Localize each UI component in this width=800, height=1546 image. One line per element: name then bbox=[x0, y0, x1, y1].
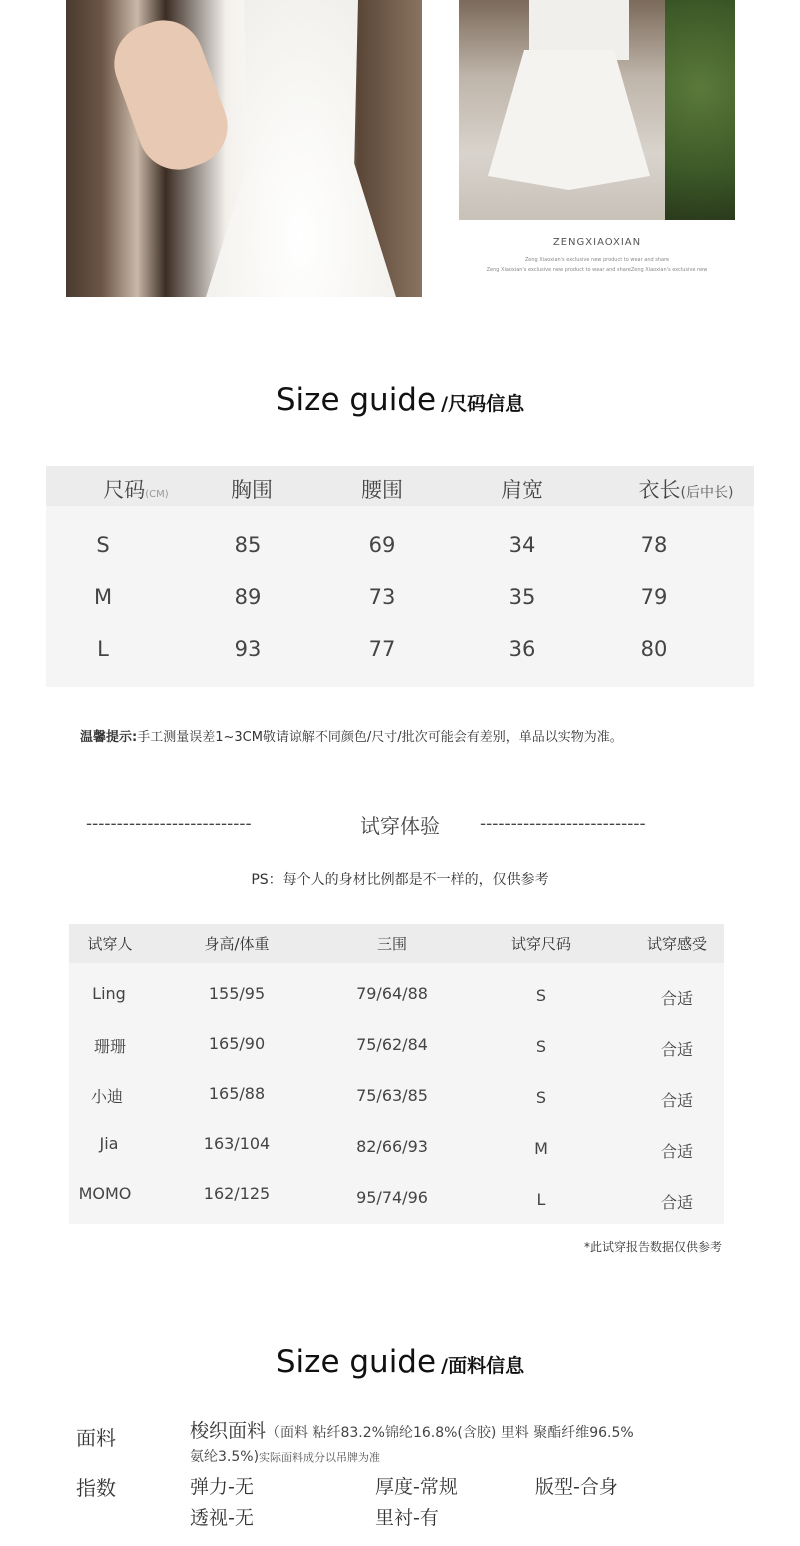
index-label: 指数 bbox=[76, 1476, 116, 1500]
fabric-guide-heading bbox=[0, 1344, 800, 1380]
fabric-composition: （面料 粘纤83.2%锦纶16.8%(含胶) 里料 聚酯纤维96.5% bbox=[266, 1425, 634, 1441]
lining-value: 里衬-有 bbox=[375, 1507, 439, 1529]
header-feel: 试穿感受 bbox=[646, 935, 707, 953]
feel-cell: 合适 bbox=[660, 989, 693, 1008]
person-cell: 珊珊 bbox=[93, 1037, 126, 1056]
try-size-cell: M bbox=[534, 1139, 548, 1158]
measurements-cell: 75/63/85 bbox=[356, 1086, 428, 1105]
chest-cell: 93 bbox=[234, 637, 262, 661]
fabric-composition-2: 氨纶3.5%) bbox=[190, 1449, 260, 1465]
length-cell: 78 bbox=[640, 533, 668, 557]
header-length: 衣长(后中长) bbox=[638, 478, 734, 502]
feel-cell: 合适 bbox=[660, 1091, 693, 1110]
header-size: 尺码(CM) bbox=[103, 478, 169, 502]
feel-cell: 合适 bbox=[660, 1193, 693, 1212]
height-weight-cell: 163/104 bbox=[203, 1134, 271, 1153]
header-height-weight: 身高/体重 bbox=[204, 935, 270, 953]
feel-cell: 合适 bbox=[660, 1040, 693, 1059]
brand-name: ZENGXIAOXIAN bbox=[552, 237, 642, 248]
fabric-line-1 bbox=[190, 1416, 634, 1443]
length-cell: 79 bbox=[640, 585, 668, 609]
header-person: 试穿人 bbox=[87, 935, 133, 953]
person-cell: Jia bbox=[99, 1134, 119, 1153]
elasticity-value: 弹力-无 bbox=[190, 1476, 254, 1498]
measurements-cell: 95/74/96 bbox=[356, 1188, 428, 1207]
header-chest: 胸围 bbox=[231, 478, 273, 502]
shoulder-cell: 35 bbox=[508, 585, 536, 609]
chest-cell: 89 bbox=[234, 585, 262, 609]
header-waist: 腰围 bbox=[361, 478, 403, 502]
height-weight-cell: 162/125 bbox=[203, 1184, 271, 1203]
fabric-guide-subtitle: /面料信息 bbox=[441, 1355, 525, 1377]
transparency-value: 透视-无 bbox=[190, 1507, 254, 1529]
divider-left: --------------------------- bbox=[86, 814, 252, 834]
size-guide-title: Size guide bbox=[275, 382, 437, 418]
measurements-cell: 75/62/84 bbox=[356, 1035, 428, 1054]
try-on-note: PS：每个人的身材比例都是不一样的，仅供参考 bbox=[251, 872, 549, 888]
try-size-cell: L bbox=[536, 1190, 546, 1209]
try-size-cell: S bbox=[535, 1088, 547, 1107]
try-on-footnote: *此试穿报告数据仅供参考 bbox=[583, 1240, 722, 1254]
photo-skirt bbox=[479, 50, 659, 190]
brand-tagline-1: Zeng Xiaoxian's exclusive new product to wear and share bbox=[524, 257, 670, 263]
try-size-cell: S bbox=[535, 1037, 547, 1056]
header-try-size: 试穿尺码 bbox=[510, 935, 571, 953]
person-cell: 小迪 bbox=[90, 1087, 123, 1106]
size-guide-subtitle: /尺码信息 bbox=[441, 393, 525, 415]
fabric-note: 实际面料成分以吊牌为准 bbox=[259, 1451, 381, 1464]
fabric-line-2 bbox=[190, 1444, 380, 1466]
person-cell: Ling bbox=[92, 984, 126, 1003]
photo-arm bbox=[103, 9, 239, 181]
size-guide-heading bbox=[0, 382, 800, 418]
size-table bbox=[46, 466, 754, 687]
tip-label: 温馨提示: bbox=[80, 730, 138, 745]
shoulder-cell: 36 bbox=[508, 637, 536, 661]
measurement-tip bbox=[80, 726, 623, 745]
size-cell: M bbox=[93, 585, 113, 609]
height-weight-cell: 155/95 bbox=[208, 984, 266, 1003]
waist-cell: 73 bbox=[368, 585, 396, 609]
length-cell: 80 bbox=[640, 637, 668, 661]
waist-cell: 77 bbox=[368, 637, 396, 661]
header-shoulder: 肩宽 bbox=[501, 478, 543, 502]
brand-tagline bbox=[459, 255, 735, 275]
size-cell: S bbox=[96, 533, 110, 557]
header-measurements: 三围 bbox=[376, 935, 407, 953]
divider-right: --------------------------- bbox=[480, 814, 646, 834]
try-size-cell: S bbox=[535, 986, 547, 1005]
feel-cell: 合适 bbox=[660, 1142, 693, 1161]
tip-text: 手工测量误差1~3CM敬请谅解不同颜色/尺寸/批次可能会有差别，单品以实物为准。 bbox=[137, 730, 623, 745]
chest-cell: 85 bbox=[234, 533, 262, 557]
size-cell: L bbox=[97, 637, 109, 661]
photo-dress bbox=[206, 0, 396, 297]
try-on-title: 试穿体验 bbox=[360, 814, 440, 838]
product-photo-front bbox=[66, 0, 422, 297]
try-on-table bbox=[69, 924, 724, 1224]
thickness-value: 厚度-常规 bbox=[375, 1476, 458, 1498]
fabric-label: 面料 bbox=[76, 1426, 116, 1450]
height-weight-cell: 165/90 bbox=[208, 1034, 266, 1053]
product-photo-detail bbox=[459, 0, 735, 220]
brand-tagline-2: Zeng Xiaoxian's exclusive new product to wear and shareZeng Xiaoxian's exclusive new bbox=[486, 267, 708, 273]
person-cell: MOMO bbox=[78, 1184, 132, 1203]
waist-cell: 69 bbox=[368, 533, 396, 557]
fit-value: 版型-合身 bbox=[535, 1476, 618, 1498]
measurements-cell: 79/64/88 bbox=[356, 984, 428, 1003]
fabric-name: 梭织面料 bbox=[190, 1420, 267, 1442]
shoulder-cell: 34 bbox=[508, 533, 536, 557]
photo-plant bbox=[665, 0, 735, 220]
measurements-cell: 82/66/93 bbox=[356, 1137, 428, 1156]
height-weight-cell: 165/88 bbox=[208, 1084, 266, 1103]
fabric-guide-title: Size guide bbox=[275, 1344, 437, 1380]
